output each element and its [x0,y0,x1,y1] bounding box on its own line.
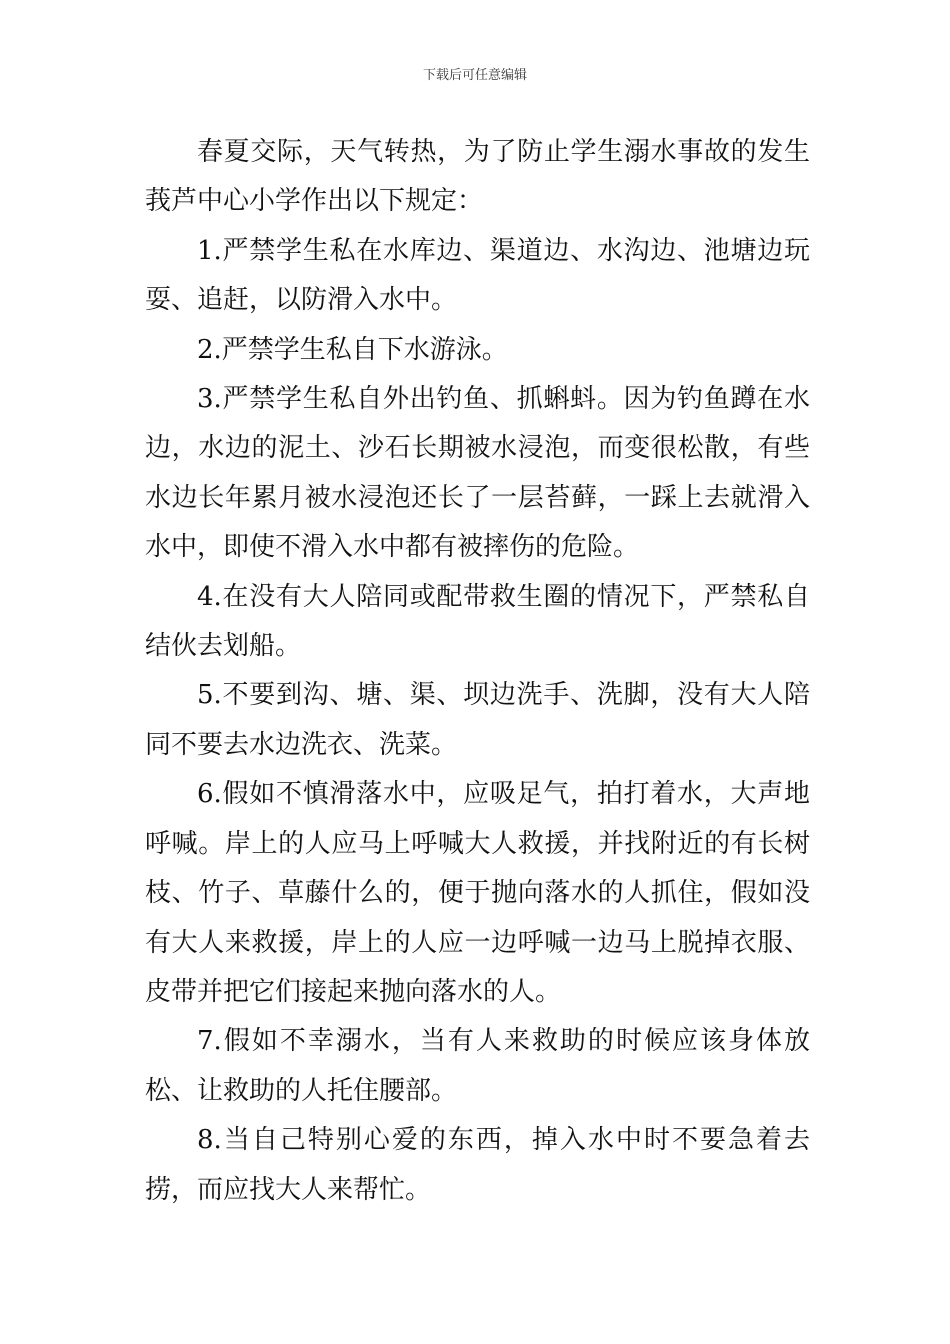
rule-paragraph-8: 8.当自己特别心爱的东西，掉入水中时不要急着去捞，而应找大人来帮忙。 [145,1125,810,1205]
rule-paragraph-2: 2.严禁学生私自下水游泳。 [197,334,508,365]
rule-paragraph-7: 7.假如不幸溺水，当有人来救助的时候应该身体放松、让救助的人托住腰部。 [145,1026,810,1106]
rule-paragraph-4: 4.在没有大人陪同或配带救生圈的情况下，严禁私自结伙去划船。 [145,581,810,662]
rule-paragraph-1: 1.严禁学生私在水库边、渠道边、水沟边、池塘边玩耍、追赶，以防滑入水中。 [145,235,810,316]
rule-paragraph-5: 5.不要到沟、塘、渠、坝边洗手、洗脚，没有大人陪同不要去水边洗衣、洗菜。 [145,680,810,760]
page-header: 下载后可任意编辑 [422,68,527,83]
intro-paragraph: 春夏交际，天气转热，为了防止学生溺水事故的发生莪芦中心小学作出以下规定： [145,137,810,217]
document-body [145,128,810,1215]
rule-paragraph-6: 6.假如不慎滑落水中，应吸足气，拍打着水，大声地呼喊。岸上的人应马上呼喊大人救援，并找附近的有长树枝、竹子、草藤什么的，便于抛向落水的人抓住，假如没有大人来救援，岸上的人应一边呼喊一边马上脱掉衣服、皮带并把它们接起来抛向落水的人。 [145,779,810,1007]
rule-paragraph-3: 3.严禁学生私自外出钓鱼、抓蝌蚪。因为钓鱼蹲在水边，水边的泥土、沙石长期被水浸泡，而变很松散，有些水边长年累月被水浸泡还长了一层苔藓，一踩上去就滑入水中，即使不滑入水中都有被摔伤的危险。 [145,384,810,563]
